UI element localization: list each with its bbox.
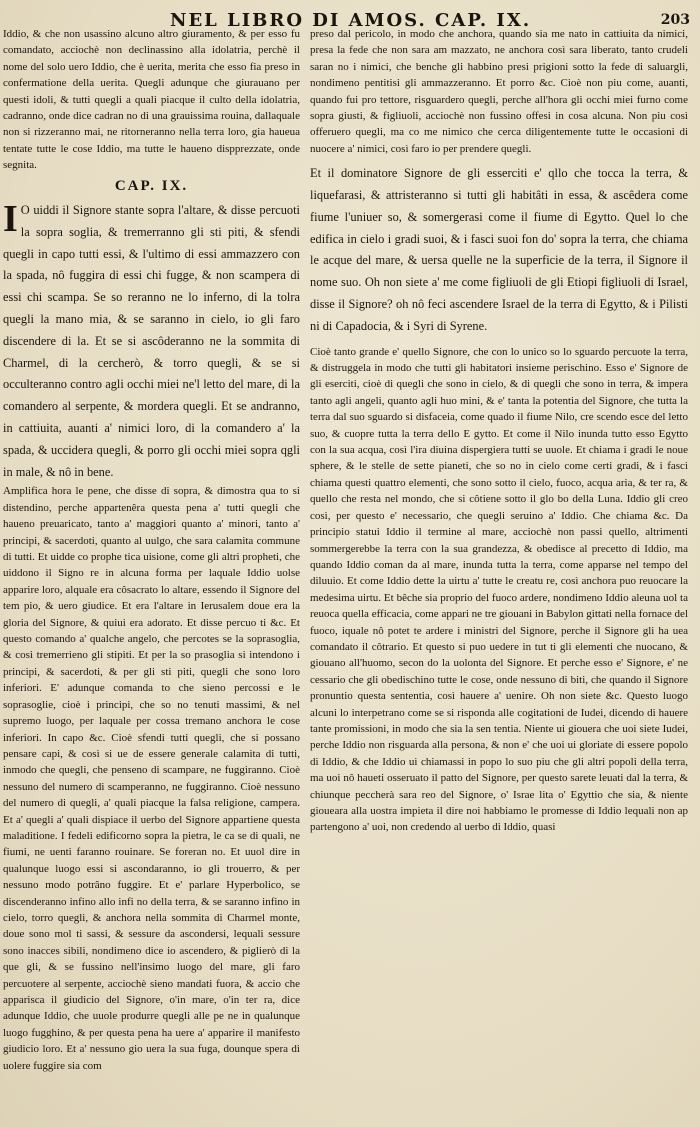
- left-column: [3, 26, 300, 1121]
- left-top-commentary: Iddio, & che non usassino alcuno altro giuramento, & per esso fu comandato, acciochè non declinassino alla idolatria, perchè il nome del solo uero Iddio, che è uerita, merita che esso fia preso in confermatione della uerita. Quegli adunque che giurauano per questi idoli, & tutti quegli a quali piacque il culto della idolatria, cadranno, onde dice cadran no di una grauissima rouina, dallaquale non si rizzeranno mai, ne ritorneranno nella terra loro, gia haueua tentate tutte le cose Iddio, ma tutte le haueno dispprezzate, onde segnita.: [3, 28, 300, 172]
- right-commentary: Cioè tanto grande e' quello Signore, che con lo unico so lo sguardo percuote la terra, & distruggela in modo che tutti gli habitatori insieme perischino. Esso e' Signore de gli eserciti, cioè di quegli che sono in cielo, & di quegli che sono in terra, & impera tanto agli angeli, quanto agli huo mini, & e' tanta la potentia del Signore, che tutta la terra dal suo sguardo si disfaceia, come quado il fiume Nilo, cre scendo esce del letto suo, & cuopre tutta la terra dello E gytto. Et come il Nilo inunda tutto esso Egytto con la sua acqua, così l'ira diuina dispergiera tutti se uuole. Et chiama i gradi le noue sphere, & le stelle de sette pianeti, che so no in cielo come certi gradi, & i fasci chiama questi quattro elementi, che sono sotto il cielo, fuoco, acqua aria, & ter ra, & quello che resta nel mondo, che si côtiene sotto il glo bo della Luna. Iddio gli creo così, per questo e' necessario, che quegli seruino a' Iddio. Che chiama &c. Da principio statui Iddio il termine al mare, acciochè non passi quello, altrimenti sommergerebbe la terra con la sua grandezza, & obedisce al precetto di Iddio, ma quando Iddio coman da al mare, inunda tutta la terra, come apparse nel tempo del diluuio. Et come Iddio dette la uirtu a' tutte le creatu re, così anchora puo reuocare la medesima uirtu. Et bêche sia proprio del fuoco ardere, nondimeno Iddio aleuna uol ta reuoca quella efficacia, come appari ne tre giouani in Babylon gittati nella fornace del fuoco, iquale nô potet te ardere i ministri del Signore, perche il Signore gli ha uea comandato il côtrario. Et questo si puo uedere in tut ti gli elementi che nuocano, & giouano all'huomo, secon do la uolonta del Signore. Et perche esso e' Signore, e' ne cessario che gli obedischino tutte le cose, onde nessuno di biti, che quando il Signore pronuntio questa sententia, così hauere a' uenire. Oh non siete &c. Questo luogo alcuni lo interpetrano come se si risponda alle cogitationi de Iudei, dicendo di hauere tante promissioni, in modo che sia la sen tentia. Niente ui giouera che uoi siete Iudei, perche Iddio non risguarda alla persona, & non e' che uoi ui gloriate di essere popolo di Iddio, & che Iddio ui chiamassi in popo lo suo piu che gli altri popoli della terra, ma uoi nô haueti osseruato il patto del Signore, per questo sarete leuati dal la terra, & chiunque peccherà sara reo del Signore, o' Israe lita o' Egyttio che sia, & niente gioueara alla uostra impieta il dire noi habbiamo le promesse di Iddio lequali non ap partengono a' uoi, non credendo al uerbo di Iddio, quasi: [310, 345, 688, 834]
- verse-text-right: Et il dominatore Signore de gli esserciti e' qllo che tocca la terra, & liquefarasi, & attristeranno si tutti gli habitâti in essa, & ascêdera come fiume l'uniuer so, & somergerasi come il fiume di Egytto. Quel lo che edifica in cielo i gradi suoi, & i fasci suoi fon do' sopra la terra, che chiama le acque del mare, & uersa quelle ne la superficie de la terra, il Signore il nome suo. Oh non siete a' me come figliuoli de gli Etiopi figliuoli di Israel, disse il Signore? oh nô feci ascendere Israel de la terra di Egytto, & i Pilisti ni di Capadocia, & i Syri di Syrene.: [310, 166, 688, 333]
- drop-cap: I: [3, 198, 18, 241]
- left-commentary: Amplifica hora le pene, che disse di sopra, & dimostra qua to si distendino, perche appartenêra questa pena a' tutti quegli che haueno preuaricato, tanto a' maggiori quanto a' minori, tanto a' principi, & sacerdoti, quanto al uulgo, che sara calamita commune di tutti. Et uidde co prophe tica uisione, come gli altri propheti, che uiddono il Signo re in alcuna forma per laquale Iddio uolse apparire loro, alquale era côsacrato lo altare, essendo il Signore del tem pio, & uero giudice. Et era l'altare in Ierusalem doue era la gloria del Signore, & quiui era adorato. Et disse percuo ti &c. Et questo comando a' qualche angelo, che percotes se la soprasoglia, & cosi tremerrieno gli stipiti. Et per la so prasoglia si intendono i principi, & sacerdoti, & per gli sti piti, quegli che sono loro inferiori. E' adunque comanda to che sieno percossi e le soprasoglie, cioè i principi, che so no tenuti massimi, & nel supremo luogo, per laquale per cossa tremano anchora le cose inferiori. In capo &c. Cioè sfendi tutti quegli, che si possano pensare capi, & così si ue de essere generale calamita di tutti, inmodo che quegli, che penseno di scampare, ne fuggiranno. Cioè nessuno del numero di scamperanno, ne fuggiranno. Cioè nessuno del numero di quegli, a' quali piacque la falsa religione, campera. Et a' quegli a' quali dispiace il uerbo del Signore appartiene questa maladitione. I fedeli edificorno sopra la pietra, le ca se di quali, ne fiumi, ne uenti faranno rouinare. Se foreran no. Et uuol dire in qualunque luogo essi si ascondaranno, io gli trouerro, & per nessuno modo potrâno fuggire. Et e' parlare Hyperbolico, se discenderanno infino allo infi no della terra, & se saranno infino in cielo, torro quegli, & anchora nella sommita di Charmel monte, doue sono mol ti sassi, & sessure da ascondersi, lequali sessure sono inacces sibili, nondimeno dice io ascendero, & piglierò di la que gli, & se fussino nell'insimo luogo del mare, gli faro percuotere al serpente, acciochè sieno mandati fuora, & accio che apparisca il giudicio del Signore, o'in mare, o'in ter ra, dice adunque Iddio, che uuole produrre quegli alle pe ne in qualunque luogo fugghino, & per questa pena ha uere a' apparire il manifesto giudicio loro. Et a' nessuno gio uera la sua fuga, dounque spera di uolere fuggire sia com: [3, 485, 300, 1072]
- verse-paragraph-left: [3, 200, 300, 483]
- chapter-heading: CAP. IX.: [114, 177, 189, 194]
- right-top-commentary: preso dal pericolo, in modo che anchora, quando sia me nato in cattiuita da nimici, presa la fede che non sara am mazzato, ne anchora così sara liberato, tanto crudeli saran no i nimici, che benche gli habbino presi prigioni sotto la fede di saluargli, nondimeno pentitisi gli ammazzeranno. Et porro &c. Cioè non piu come, auanti, quando fui pro tettore, risguardero quegli, perche all'hora gli occhi miei furno come sopra giusti, & figliuoli, acciochè non fussino offesi in cosa alcuna. Non piu così offeruero quegli, ma co me nimico che cerca diligentemente tutte le occasioni di nuocere a' nimici, così faro io per prendere quegli.: [310, 28, 688, 155]
- page-number: 203: [660, 12, 690, 28]
- right-column: [310, 26, 688, 1121]
- running-head: NEL LIBRO DI AMOS. CAP. IX.: [170, 10, 532, 31]
- verse-text-left: O uiddi il Signore stante sopra l'altare, & disse percuoti la sopra soglia, & tremerranno gli sti piti, & sfendi quegli in capo tutti essi, & l'ultimo di essi ammazzero con la spada, nô fuggira di essi chi fugge, & non scampera di essi chi scampa. Se so reranno ne lo inferno, di la tolra quegli la mano mia, & se saranno in cielo, io gli faro discendere di la. Et se si ascôderanno ne la sommita di Charmel, di la cercherò, & torro quegli, & se si occulteranno contro agli occhi miei ne'l letto del mare, di la comandero al serpente, & mordera quegli. Et se andranno, in cattiuita, auanti a' nimici loro, di la comandero a' la spada, & uccidera quegli, & porro gli occhi miei sopra qgli in male, & nô in bene.: [3, 203, 300, 479]
